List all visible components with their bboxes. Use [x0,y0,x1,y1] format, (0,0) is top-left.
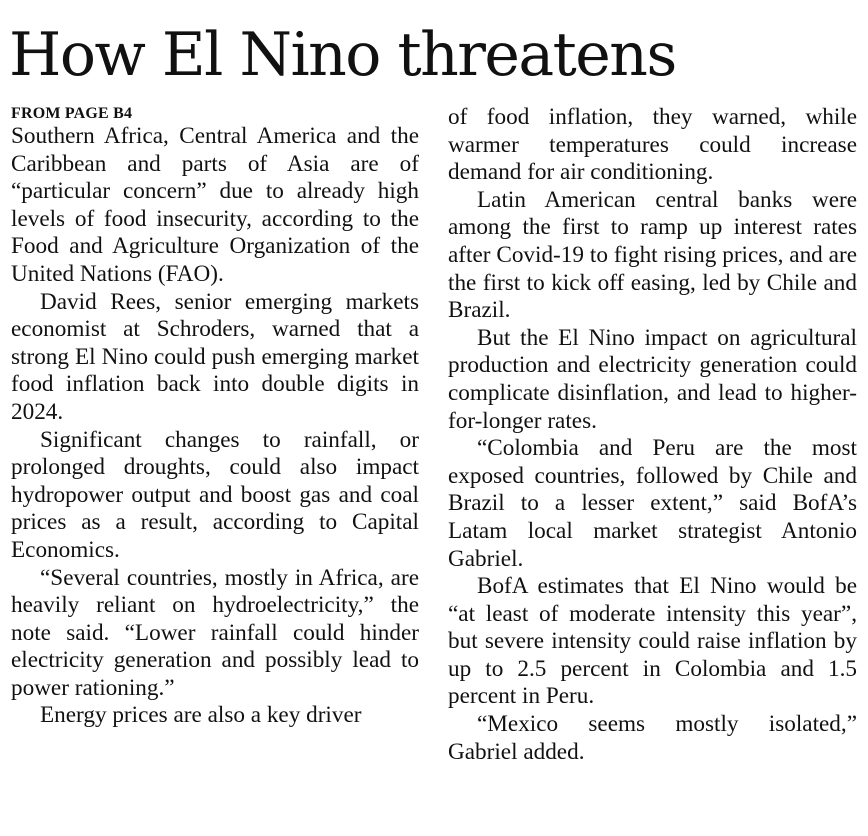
paragraph: “Mexico seems mostly isolated,” Gabriel added. [448,711,857,765]
paragraph: But the El Nino impact on agricultural production and electricity generation could complicate disinflation, and lead to higher-for-longer rates. [448,324,857,434]
article-column-right [448,104,857,766]
paragraph: Energy prices are also a key driver [40,702,362,729]
paragraph: Latin American central banks were among the first to ramp up interest rates after Covid-19 to fight rising prices, and are the first to kick off easing, led by Chile and Brazil. [448,186,857,324]
paragraph: David Rees, senior emerging markets economist at Schroders, warned that a strong El Nino could push emerging market food inflation back into double digits in 2024. [11,288,419,425]
article-column-left [11,104,419,730]
paragraph: BofA estimates that El Nino would be “at least of moderate intensity this year”, but severe intensity could raise inflation by up to 2.5 percent in Colombia and 1.5 percent in Peru. [448,573,857,710]
paragraph: “Colombia and Peru are the most exposed countries, followed by Chile and Brazil to a lesser extent,” said BofA’s Latam local market strategist Antonio Gabriel. [448,435,857,572]
paragraph: Southern Africa, Central America and the Caribbean and parts of Asia are of “particular concern” due to already high levels of food insecurity, according to the Food and Agriculture Organization of the United Nations (FAO). [11,123,419,287]
paragraph: “Several countries, mostly in Africa, are heavily reliant on hydroelectricity,” the note said. “Lower rainfall could hinder electricity generation and possibly lead to power rationing.” [11,564,419,701]
dateline: FROM PAGE B4 [11,105,133,122]
headline: How El Nino threatens [9,20,676,90]
paragraph: Significant changes to rainfall, or prolonged droughts, could also impact hydropower output and boost gas and coal prices as a result, according to Capital Economics. [11,426,419,563]
paragraph: of food inflation, they warned, while warmer temperatures could increase demand for air conditioning. [448,104,857,186]
